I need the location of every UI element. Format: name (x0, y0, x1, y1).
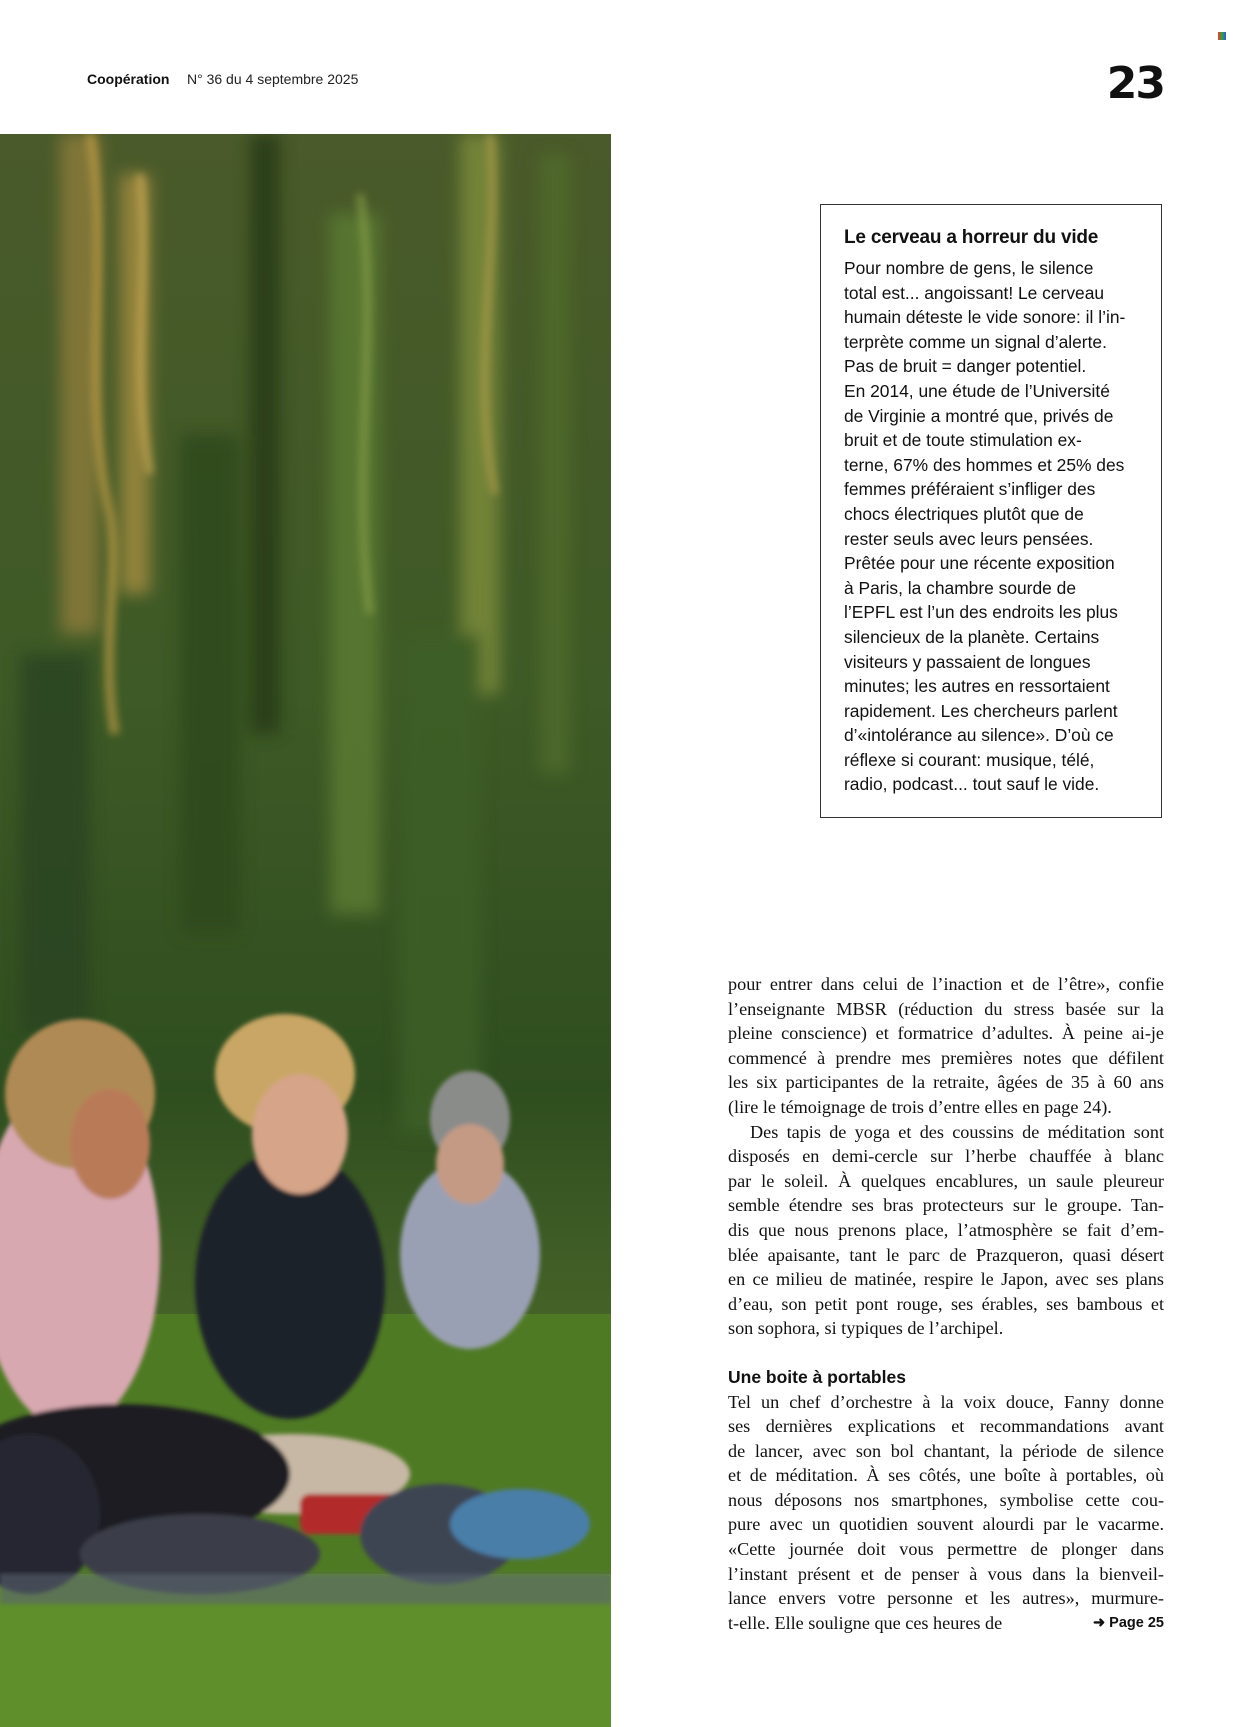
sidebar-line: à Paris, la chambre sourde de (844, 577, 1076, 598)
sidebar-line: silencieux de la planète. Certains (844, 626, 1100, 647)
article-line: t-elle. Elle souligne que ces heures de (728, 1612, 1003, 1633)
article-line: semble étendre ses bras protecteurs sur le groupe. Tan- (728, 1195, 1164, 1216)
continued-page-link[interactable]: ➜ Page 25 (1093, 1614, 1164, 1631)
article-line: de lancer, avec son bol chantant, la période de silence (728, 1440, 1164, 1461)
article-line: son sophora, si typiques de l’archipel. (728, 1318, 1004, 1339)
color-registration-mark (1218, 32, 1226, 40)
article-line: pour entrer dans celui de l’inaction et de l’être», confie (728, 974, 1164, 994)
article-paragraph-1 (728, 972, 1164, 1120)
article-body (728, 972, 1164, 1635)
sidebar-line: rapidement. Les chercheurs parlent (844, 700, 1118, 721)
article-paragraph-3 (728, 1390, 1164, 1636)
article-line: commencé à prendre mes premières notes que défilent (728, 1047, 1164, 1068)
article-last-line (728, 1611, 1164, 1636)
article-line: par le soleil. À quelques encablures, un saule pleureur (728, 1170, 1164, 1191)
article-line: nous déposons nos smartphones, symbolise cette cou- (728, 1489, 1164, 1510)
article-line: «Cette journée doit vous permettre de plonger dans (728, 1539, 1164, 1560)
page-number: 23 (1106, 58, 1164, 109)
article-line: lance envers votre personne et les autres», murmure- (728, 1588, 1164, 1609)
sidebar-line: bruit et de toute stimulation ex- (844, 430, 1082, 451)
sidebar-line: rester seuls avec leurs pensées. (844, 528, 1094, 549)
sidebar-line: réflexe si courant: musique, télé, (844, 749, 1095, 770)
sidebar-line: femmes préféraient s’infliger des (844, 479, 1096, 500)
sidebar-line: l’EPFL est l’un des endroits les plus (844, 602, 1118, 623)
meditation-photo (0, 134, 611, 1727)
article-line: pure avec un quotidien souvent alourdi par le vacarme. (728, 1514, 1164, 1535)
article-paragraph-2 (728, 1120, 1164, 1341)
article-subhead: Une boite à portables (728, 1366, 906, 1387)
sidebar-line: Pour nombre de gens, le silence (844, 258, 1094, 278)
sidebar-line: total est... angoissant! Le cerveau (844, 282, 1105, 303)
sidebar-line: terne, 67% des hommes et 25% des (844, 454, 1125, 475)
article-line: Tel un chef d’orchestre à la voix douce, Fanny donne (728, 1391, 1164, 1412)
sidebar-line: Prêtée pour une récente exposition (844, 553, 1115, 574)
article-line: disposés en demi-cercle sur l’herbe chauffée à blanc (728, 1146, 1164, 1167)
article-line: l’instant présent et de penser à vous dans la bienveil- (728, 1563, 1164, 1584)
sidebar-line: d’«intolérance au silence». D’où ce (844, 725, 1114, 746)
article-line: et de méditation. À ses côtés, une boîte à portables, où (728, 1465, 1164, 1486)
sidebar-box (820, 204, 1162, 818)
article-line: en ce milieu de matinée, respire le Japon, avec ses plans (728, 1269, 1164, 1290)
sidebar-line: visiteurs y passaient de longues (844, 651, 1091, 672)
sidebar-title: Le cerveau a horreur du vide (844, 227, 1099, 248)
article-line: les six participantes de la retraite, âgées de 35 à 60 ans (728, 1072, 1164, 1093)
sidebar-line: En 2014, une étude de l’Université (844, 380, 1110, 401)
sidebar-line: Pas de bruit = danger potentiel. (844, 356, 1087, 377)
sidebar-text (844, 256, 1141, 797)
article-line: ses dernières explications et recommandations avant (728, 1416, 1164, 1437)
article-line: dis que nous prenons place, l’atmosphère se fait d’em- (728, 1219, 1164, 1240)
issue-date: N° 36 du 4 septembre 2025 (187, 71, 359, 87)
article-line: l’enseignante MBSR (réduction du stress basée sur la (728, 998, 1164, 1019)
sidebar-line: radio, podcast... tout sauf le vide. (844, 774, 1100, 795)
article-line: d’eau, son petit pont rouge, ses érables, ses bambous et (728, 1293, 1164, 1314)
publication-name: Coopération (87, 71, 170, 87)
article-line: (lire le témoignage de trois d’entre elles en page 24). (728, 1096, 1112, 1117)
article-line: Des tapis de yoga et des coussins de méditation sont (750, 1121, 1164, 1142)
sidebar-line: chocs électriques plutôt que de (844, 503, 1084, 524)
sidebar-line: humain déteste le vide sonore: il l’in- (844, 307, 1126, 328)
sidebar-line: minutes; les autres en ressortaient (844, 676, 1110, 697)
sidebar-line: terprète comme un signal d’alerte. (844, 331, 1107, 352)
article-line: blée apaisante, tant le parc de Prazqueron, quasi désert (728, 1244, 1164, 1265)
sidebar-line: de Virginie a montré que, privés de (844, 405, 1114, 426)
article-line: pleine conscience) et formatrice d’adultes. À peine ai-je (728, 1023, 1164, 1044)
